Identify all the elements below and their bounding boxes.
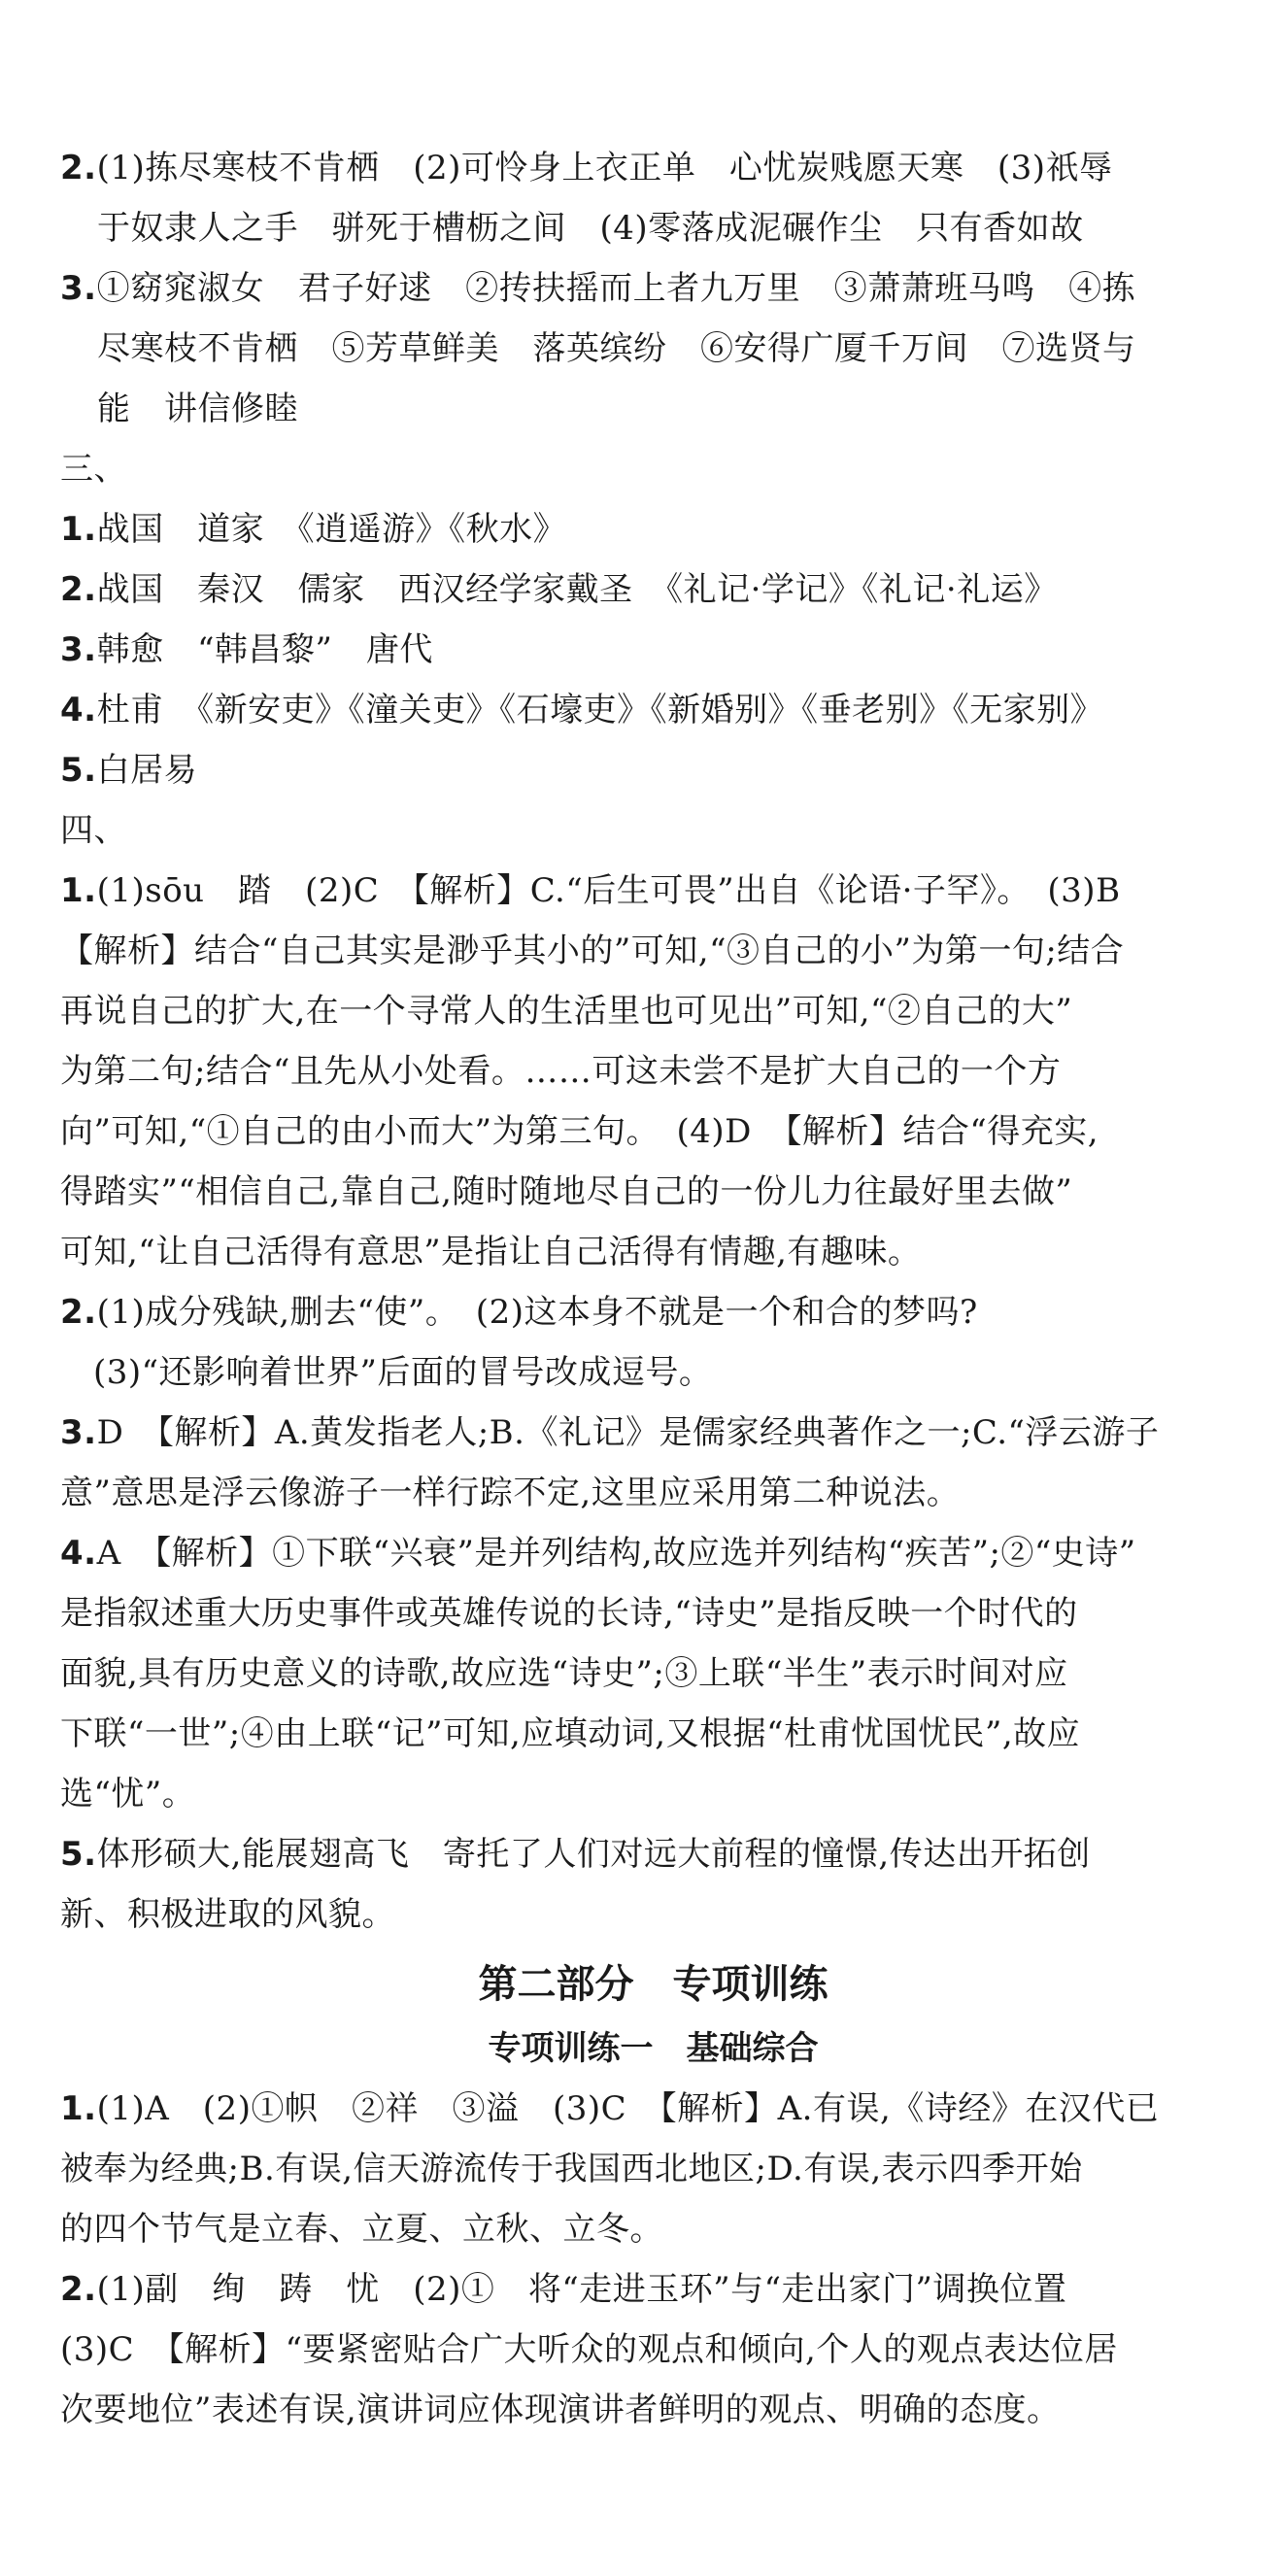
line-text: (1)sōu 踏 (2)C 【解析】C.“后生可畏”出自《论语·子罕》。 (3)B bbox=[96, 871, 1121, 910]
line-text: A 【解析】①下联“兴衰”是并列结构,故应选并列结构“疾苦”;②“史诗” bbox=[96, 1534, 1136, 1573]
section-heading-si bbox=[60, 800, 1246, 861]
line-text: 战国 道家 《逍遥游》《秋水》 bbox=[96, 510, 567, 549]
line-text: 于奴隶人之手 骈死于槽枥之间 (4)零落成泥碾作尘 只有香如故 bbox=[97, 209, 1084, 248]
line-text: 能 讲信修睦 bbox=[97, 390, 298, 428]
line-text: 被奉为经典;B.有误,信天游流传于我国西北地区;D.有误,表示四季开始 bbox=[60, 2150, 1083, 2188]
text-line bbox=[60, 319, 1246, 379]
section-title: 专项训练一 基础综合 bbox=[488, 2029, 819, 2068]
text-line bbox=[60, 258, 1246, 319]
line-text: 可知,“让自己活得有意思”是指让自己活得有情趣,有趣味。 bbox=[60, 1233, 922, 1271]
line-text: 【解析】结合“自己其实是渺乎其小的”可知,“③自己的小”为第一句;结合 bbox=[60, 932, 1125, 970]
line-text: 韩愈 “韩昌黎” 唐代 bbox=[96, 630, 433, 669]
line-text: 杜甫 《新安吏》《潼关吏》《石壕吏》《新婚别》《垂老别》《无家别》 bbox=[96, 691, 1104, 729]
text-line bbox=[60, 198, 1246, 258]
line-text: 尽寒枝不肯栖 ⑤芳草鲜美 落英缤纷 ⑥安得广厦千万间 ⑦选贤与 bbox=[97, 329, 1136, 368]
text-line bbox=[60, 1282, 1246, 1342]
part-title: 第二部分 专项训练 bbox=[478, 1962, 828, 2007]
text-line bbox=[60, 1523, 1246, 1583]
item-number: 5. bbox=[60, 1835, 97, 1874]
item-number: 2. bbox=[60, 2270, 97, 2309]
item-number: 3. bbox=[60, 269, 97, 308]
line-text: 面貌,具有历史意义的诗歌,故应选“诗史”;③上联“半生”表示时间对应 bbox=[60, 1654, 1068, 1693]
item-number: 3. bbox=[60, 630, 97, 669]
text-line bbox=[60, 1162, 1246, 1222]
line-text: 为第二句;结合“且先从小处看。……可这未尝不是扩大自己的一个方 bbox=[60, 1052, 1062, 1091]
text-line bbox=[60, 921, 1246, 981]
line-text: 新、积极进取的风貌。 bbox=[60, 1895, 395, 1934]
text-line bbox=[60, 981, 1246, 1041]
line-text: 得踏实”“相信自己,靠自己,随时随地尽自己的一份儿力往最好里去做” bbox=[60, 1172, 1073, 1211]
line-text: 次要地位”表述有误,演讲词应体现演讲者鲜明的观点、明确的态度。 bbox=[60, 2390, 1061, 2429]
line-text: 的四个节气是立春、立夏、立秋、立冬。 bbox=[60, 2210, 663, 2249]
text-line bbox=[60, 740, 1246, 800]
line-text: 选“忧”。 bbox=[60, 1775, 196, 1813]
text-line bbox=[60, 1644, 1246, 1704]
text-line bbox=[60, 1884, 1246, 1945]
line-text: 意”意思是浮云像游子一样行踪不定,这里应采用第二种说法。 bbox=[60, 1474, 961, 1512]
line-text: 是指叙述重大历史事件或英雄传说的长诗,“诗史”是指反映一个时代的 bbox=[60, 1594, 1078, 1633]
text-line bbox=[60, 1764, 1246, 1824]
item-number: 1. bbox=[60, 510, 97, 549]
line-text: (1)A (2)①帜 ②祥 ③溢 (3)C 【解析】A.有误,《诗经》在汉代已 bbox=[96, 2089, 1160, 2128]
text-line bbox=[60, 2380, 1246, 2440]
text-line bbox=[60, 138, 1246, 198]
line-text: 下联“一世”;④由上联“记”可知,应填动词,又根据“杜甫忧国忧民”,故应 bbox=[60, 1714, 1081, 1753]
text-line bbox=[60, 861, 1246, 921]
line-text: 体形硕大,能展翅高飞 寄托了人们对远大前程的憧憬,传达出开拓创 bbox=[96, 1835, 1091, 1874]
line-text: ①窈窕淑女 君子好逑 ②抟扶摇而上者九万里 ③萧萧班马鸣 ④拣 bbox=[96, 269, 1136, 308]
item-number: 2. bbox=[60, 570, 97, 609]
text-line bbox=[60, 499, 1246, 559]
item-number: 4. bbox=[60, 691, 97, 729]
item-number: 1. bbox=[60, 871, 97, 910]
item-number: 2. bbox=[60, 149, 97, 187]
line-text: 向”可知,“①自己的由小而大”为第三句。 (4)D 【解析】结合“得充实, bbox=[60, 1112, 1099, 1151]
text-line bbox=[60, 1704, 1246, 1764]
line-text: 白居易 bbox=[96, 751, 198, 790]
text-line bbox=[60, 559, 1246, 620]
text-line bbox=[60, 1041, 1246, 1102]
line-text: D 【解析】A.黄发指老人;B.《礼记》是儒家经典著作之一;C.“浮云游子 bbox=[96, 1413, 1160, 1452]
line-text: (1)副 绚 踌 忧 (2)① 将“走进玉环”与“走出家门”调换位置 bbox=[96, 2270, 1067, 2309]
line-text: (1)成分残缺,删去“使”。 (2)这本身不就是一个和合的梦吗? bbox=[96, 1293, 978, 1332]
text-line bbox=[60, 2199, 1246, 2259]
line-text: (3)“还影响着世界”后面的冒号改成逗号。 bbox=[93, 1353, 713, 1392]
text-line bbox=[60, 680, 1246, 740]
text-line bbox=[60, 1583, 1246, 1644]
item-number: 1. bbox=[60, 2089, 97, 2128]
text-line bbox=[60, 1222, 1246, 1282]
text-line bbox=[60, 2259, 1246, 2320]
item-number: 3. bbox=[60, 1413, 97, 1452]
item-number: 2. bbox=[60, 1293, 97, 1332]
text-line bbox=[60, 2320, 1246, 2380]
text-line bbox=[60, 620, 1246, 680]
text-line bbox=[60, 1342, 1246, 1403]
text-line bbox=[60, 1403, 1246, 1463]
answers-section-1 bbox=[60, 138, 1246, 1945]
text-line bbox=[60, 2079, 1246, 2139]
text-line bbox=[60, 1824, 1246, 1884]
line-text: 再说自己的扩大,在一个寻常人的生活里也可见出”可知,“②自己的大” bbox=[60, 992, 1073, 1031]
line-text: 战国 秦汉 儒家 西汉经学家戴圣 《礼记·学记》《礼记·礼运》 bbox=[96, 570, 1058, 609]
item-number: 5. bbox=[60, 751, 97, 790]
text-line bbox=[60, 1463, 1246, 1523]
section-heading-san bbox=[60, 439, 1246, 499]
text-line bbox=[60, 379, 1246, 439]
item-number: 4. bbox=[60, 1534, 97, 1573]
text-line bbox=[60, 2139, 1246, 2199]
line-text: 四、 bbox=[60, 811, 127, 850]
line-text: 三、 bbox=[60, 450, 127, 489]
answers-section-2 bbox=[60, 2079, 1246, 2440]
line-text: (1)拣尽寒枝不肯栖 (2)可怜身上衣正单 心忧炭贱愿天寒 (3)祇辱 bbox=[96, 149, 1113, 187]
text-line bbox=[60, 1102, 1246, 1162]
line-text: (3)C 【解析】“要紧密贴合广大听众的观点和倾向,个人的观点表达位居 bbox=[60, 2330, 1118, 2369]
